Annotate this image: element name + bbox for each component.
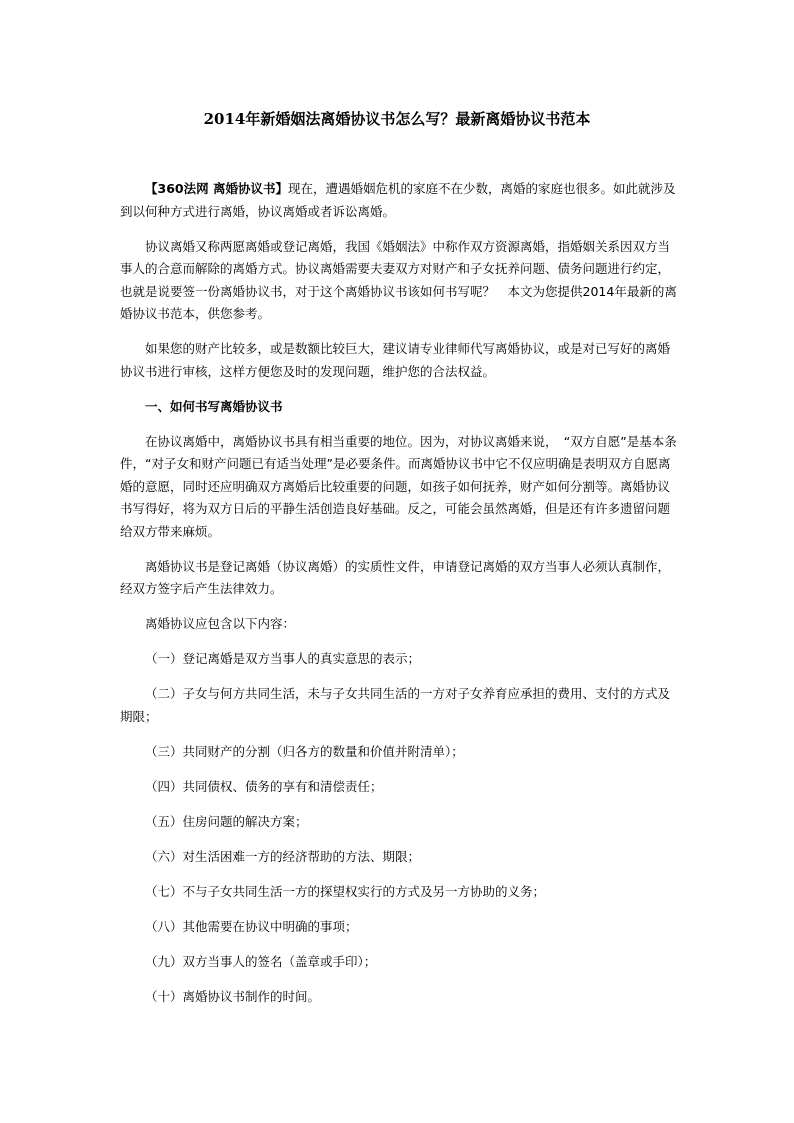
list-item: （八）其他需要在协议中明确的事项；	[145, 918, 358, 934]
list-item: （七）不与子女共同生活一方的探望权实行的方式及另一方协助的义务；	[145, 883, 546, 899]
paragraph: 离婚协议应包含以下内容：	[145, 616, 296, 631]
list-item: （十）离婚协议书制作的时间。	[145, 988, 321, 1004]
intro-paragraph	[120, 178, 680, 223]
section-heading: 一、如何书写离婚协议书	[145, 398, 283, 414]
intro-lead: 【360法网 离婚协议书】	[145, 181, 288, 196]
list-item: （三）共同财产的分割（归各方的数量和价值并附清单）；	[145, 743, 464, 759]
paragraph: 协议离婚又称两愿离婚或登记离婚，我国《婚姻法》中称作双方资源离婚，指婚姻关系因双方当事人的合意而解除的离婚方式。协议离婚需要夫妻双方对财产和子女抚养问题、债务问题进行约定，也就是说要签一份离婚协议书，对于这个离婚协议书该如何书写呢？ 本文为您提供2014年最新的离婚协议书范本，供您参考。	[120, 238, 677, 321]
paragraph: 在协议离婚中，离婚协议书具有相当重要的地位。因为，对协议离婚来说， “双方自愿”是基本条件，“对子女和财产问题已有适当处理”是必要条件。而离婚协议书中它不仅应明确是表明双方自愿离婚的意愿，同时还应明确双方离婚后比较重要的问题，如孩子如何抚养，财产如何分割等。离婚协议书写得好，将为双方日后的平静生活创造良好基础。反之，可能会虽然离婚，但是还有许多遗留问题给双方带来麻烦。	[120, 433, 677, 539]
list-item: （六）对生活困难一方的经济帮助的方法、期限；	[145, 848, 421, 864]
list-item: （五）住房问题的解决方案；	[145, 813, 308, 829]
list-item: （一）登记离婚是双方当事人的真实意思的表示；	[145, 651, 421, 666]
document-body	[120, 178, 680, 1021]
list-item: （二）子女与何方共同生活，未与子女共同生活的一方对子女养育应承担的费用、支付的方式及期限；	[120, 686, 671, 724]
intro-text: 现在，遭遇婚姻危机的家庭不在少数，离婚的家庭也很多。如此就涉及到以何种方式进行离婚，协议离婚或者诉讼离婚。	[120, 181, 676, 219]
paragraph: 如果您的财产比较多，或是数额比较巨大，建议请专业律师代写离婚协议，或是对已写好的离婚协议书进行审核，这样方便您及时的发现问题，维护您的合法权益。	[120, 341, 671, 379]
list-item: （四）共同债权、债务的享有和清偿责任；	[145, 778, 383, 794]
document-title: 2014年新婚姻法离婚协议书怎么写？最新离婚协议书范本	[203, 110, 591, 128]
paragraph: 离婚协议书是登记离婚（协议离婚）的实质性文件，申请登记离婚的双方当事人必须认真制作，经双方签字后产生法律效力。	[120, 558, 671, 596]
list-item: （九）双方当事人的签名（盖章或手印）；	[145, 953, 377, 969]
